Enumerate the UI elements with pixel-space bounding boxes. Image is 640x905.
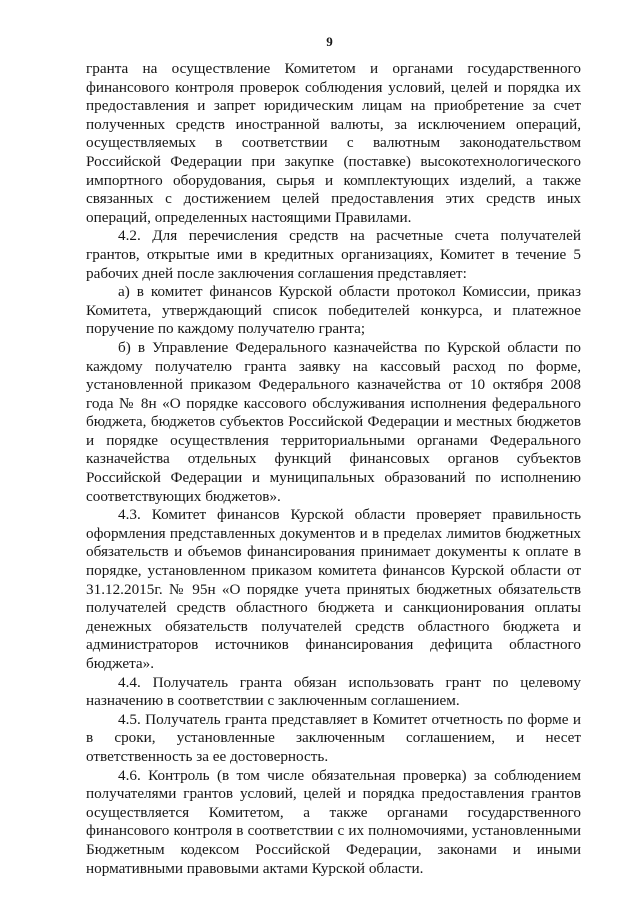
paragraph-continuation: гранта на осуществление Комитетом и органами государственного финансового контроля проверок соблюдения условий, целей и порядка их предоставления и запрет юридическим лицам на приобретение за счет полученных средств иностранной валюты, за исключением операций, осуществляемых в соответствии с валютным законодательством Российской Федерации при закупке (поставке) высокотехнологического импортного оборудования, сырья и комплектующих изделий, а также связанных с достижением целей предоставления этих средств иных операций, определенных настоящими Правилами. (86, 60, 581, 226)
paragraph-4-5: 4.5. Получатель гранта представляет в Комитет отчетность по форме и в сроки, установленные заключенным соглашением, и несет ответственность за ее достоверность. (86, 710, 581, 765)
paragraph-4-2-a: а) в комитет финансов Курской области протокол Комиссии, приказ Комитета, утверждающий список победителей конкурса, и платежное поручение по каждому получателю гранта; (86, 283, 581, 338)
paragraph-4-2-b: б) в Управление Федерального казначейства по Курской области по каждому получателю гранта заявку на кассовый расход по форме, установленной приказом Федерального казначейства от 10 октября 2008 года № 8н «О порядке кассового обслуживания исполнения федерального бюджета, бюджетов субъектов Российской Федерации и местных бюджетов и порядке осуществления территориальными органами Федерального казначейства отдельных функций финансовых органов субъектов Российской Федерации и муниципальных образований по исполнению соответствующих бюджетов». (86, 338, 581, 505)
page-number: 9 (326, 34, 333, 49)
document-body (86, 60, 581, 878)
paragraph-4-6: 4.6. Контроль (в том числе обязательная проверка) за соблюдением получателями грантов условий, целей и порядка предоставления грантов осуществляется Комитетом, а также органами государственного финансового контроля в соответствии с их полномочиями, установленными Бюджетным кодексом Российской Федерации, законами и иными нормативными правовыми актами Курской области. (86, 766, 581, 877)
paragraph-4-4: 4.4. Получатель гранта обязан использовать грант по целевому назначению в соответствии с заключенным соглашением. (86, 673, 581, 710)
paragraph-4-3: 4.3. Комитет финансов Курской области проверяет правильность оформления представленных документов и в пределах лимитов бюджетных обязательств и объемов финансирования принимает документы к оплате в порядке, установленном приказом комитета финансов Курской области от 31.12.2015г. № 95н «О порядке учета принятых бюджетных обязательств получателей средств областного бюджета и санкционирования оплаты денежных обязательств получателей средств областного бюджета и администраторов источников финансирования дефицита областного бюджета». (86, 506, 581, 672)
paragraph-4-2: 4.2. Для перечисления средств на расчетные счета получателей грантов, открытые ими в кредитных организациях, Комитет в течение 5 рабочих дней после заключения соглашения представляет: (86, 227, 581, 282)
